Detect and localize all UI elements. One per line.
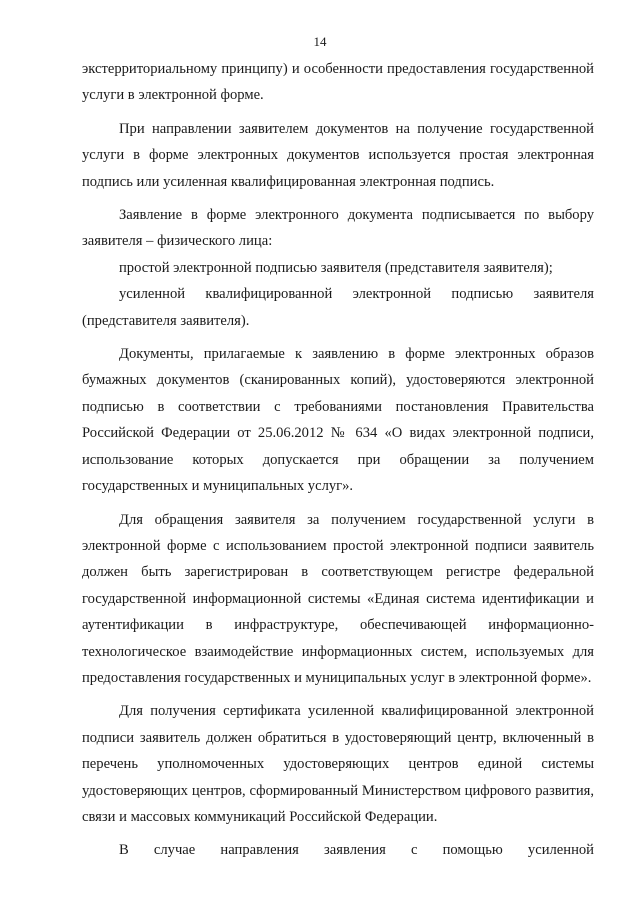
list-item-qualified-signature: усиленной квалифицированной электронной подписью заявителя (представителя заявителя).: [82, 286, 594, 329]
paragraph-application-signing: Заявление в форме электронного документа подписывается по выбору заявителя – физического лица:: [82, 207, 594, 250]
paragraph-continuation: экстерриториальному принципу) и особенности предоставления государственной услуги в электронной форме.: [82, 61, 594, 104]
paragraph-certificate: Для получения сертификата усиленной квалифицированной электронной подписи заявитель должен обратиться в удостоверяющий центр, включенный в перечень уполномоченных удостоверяющих центров единой системы удостоверяющих центров, сформированный Министерством цифрового развития, связи и массовых коммуникаций Российской Федерации.: [82, 703, 594, 825]
page-number: 14: [313, 34, 327, 49]
paragraph-simple-signature-registration: Для обращения заявителя за получением государственной услуги в электронной форме с использованием простой электронной подписи заявитель должен быть зарегистрирован в соответствующем регистре федеральной государственной информационной системы «Единая система идентификации и аутентификации в инфраструктуре, обеспечивающей информационно-технологическое взаимодействие информационных систем, используемых для предоставления государственных и муниципальных услуг в электронной форме».: [82, 511, 594, 686]
list-item-simple-signature: простой электронной подписью заявителя (представителя заявителя);: [119, 259, 553, 276]
paragraph-signature-types: При направлении заявителем документов на получение государственной услуги в форме электронных документов используется простая электронная подпись или усиленная квалифицированная электронная подпись.: [82, 120, 594, 190]
paragraph-attached-documents: Документы, прилагаемые к заявлению в форме электронных образов бумажных документов (сканированных копий), удостоверяются электронной подписью в соответствии с требованиями постановления Правительства Российской Федерации от 25.06.2012 № 634 «О видах электронной подписи, использование которых допускается при обращении за получением государственных и муниципальных услуг».: [82, 346, 594, 495]
paragraph-qualified-signature-case: В случае направления заявления с помощью усиленной: [119, 842, 594, 859]
document-body: [82, 56, 594, 864]
